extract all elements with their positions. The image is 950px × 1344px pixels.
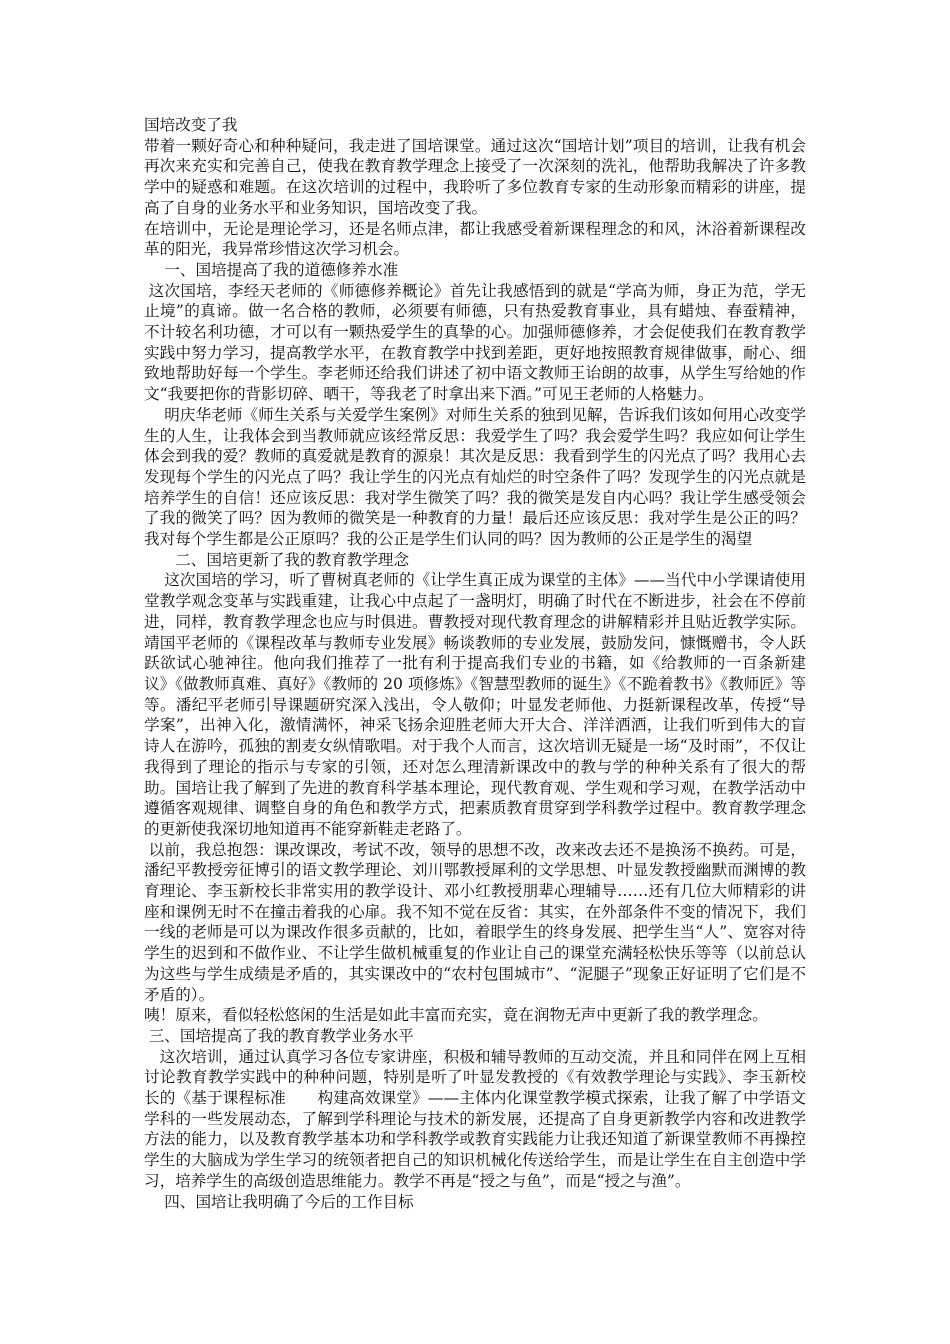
- document-title: 国培改变了我: [144, 116, 238, 134]
- section-1-paragraph-1: 这次国培，李经天老师的《师德修养概论》首先让我感悟到的就是“学高为师，身正为范，学无止境”的真谛。做一名合格的教师，必须要有师德，只有热爱教育事业，具有蜡烛、春蚕精神，不计较名利功德，才可以有一颗热爱学生的真挚的心。加强师德修养，才会促使我们在教育教学实践中努力学习，提高教学水平，在教育教学中找到差距，更好地按照教育规律做事，耐心、细致地帮助好每一个学生。李老师还给我们讲述了初中语文教师王诒朗的故事，从学生写给她的作文“我要把你的背影切碎、晒干，等我老了时拿出来下酒。”可见王老师的人格魅力。: [144, 281, 806, 404]
- section-3-heading: 三、国培提高了我的教育教学业务水平: [148, 1026, 414, 1045]
- section-2-heading: 二、国培更新了我的教育教学理念: [175, 550, 410, 569]
- section-1-heading: 一、国培提高了我的道德修养水准: [164, 260, 399, 279]
- section-4-heading: 四、国培让我明确了今后的工作目标: [164, 1192, 414, 1211]
- intro-paragraph-2: 在培训中，无论是理论学习，还是名师点津，都让我感受着新课程理念的和风，沐浴着新课程改革的阳光，我异常珍惜这次学习机会。: [144, 219, 806, 259]
- section-3-paragraph-1: 这次培训，通过认真学习各位专家讲座，积极和辅导教师的互动交流，并且和同伴在网上互相讨论教育教学实践中的种种问题，特别是听了叶显发教授的《有效教学理论与实践》、李玉新校长的《基于课程标准 构建高效课堂》——主体内化课堂教学模式探索，让我了解了中学语文学科的一些发展动态，了解到学科理论与技术的新发展，还提高了自身更新教学内容和改进教学方法的能力，以及教育教学基本功和学科教学或教育实践能力让我还知道了新课堂教师不再操控学生的大脑成为学生学习的统领者把自己的知识机械化传送给学生，而是让学生在自主创造中学习，培养学生的高级创造思维能力。教学不再是“授之与鱼”，而是“授之与渔”。: [144, 1047, 806, 1190]
- section-2-paragraph-1: 这次国培的学习，听了曹树真老师的《让学生真正成为课堂的主体》——当代中小学课请使用堂教学观念变革与实践重建，让我心中点起了一盏明灯，明确了时代在不断进步，社会在不停前进，同样，教育教学理念也应与时俱进。曹教授对现代教育理念的讲解精彩并且贴近教学实际。靖国平老师的《课程改革与教师专业发展》畅谈教师的专业发展，鼓励发问，慷慨赠书，令人跃跃欲试心驰神往。他向我们推荐了一批有利于提高我们专业的书籍，如《给教师的一百条新建议》《做教师真难、真好》《教师的 20 项修炼》《智慧型教师的诞生》《不跪着教书》《教师匠》等等。潘纪平老师引导课题研究深入浅出，令人敬仰；叶显发老师他、力挺新课程改革，传授“导学案”，出神入化，激情满怀，神采飞扬余迎胜老师大开大合、洋洋洒洒，让我们听到伟大的盲诗人在游吟，孤独的割麦女纵情歌唱。对于我个人而言，这次培训无疑是一场“及时雨”，不仅让我得到了理论的指示与专家的引领，还对怎么理清新课改中的教与学的种种关系有了很大的帮助。国培让我了解到了先进的教育科学基本理论，现代教育观、学生观和学习观，在教学活动中遵循客观规律、调整自身的角色和教学方式，把素质教育贯穿到学科教学过程中。教育教学理念的更新使我深切地知道再不能穿新鞋走老路了。: [144, 571, 806, 838]
- section-1-paragraph-2: 明庆华老师《师生关系与关爱学生案例》对师生关系的独到见解，告诉我们该如何用心改变学生的人生，让我体会到当教师就应该经常反思：我爱学生了吗？我会爱学生吗？我应如何让学生体会到我的爱？教师的真爱就是教育的源泉！其次是反思：我看到学生的闪光点了吗？我用心去发现每个学生的闪光点了吗？我让学生的闪光点有灿烂的时空条件了吗？发现学生的闪光点就是培养学生的自信！还应该反思：我对学生微笑了吗？我的微笑是发自内心吗？我让学生感受领会了我的微笑了吗？因为教师的微笑是一种教育的力量！最后还应该反思：我对学生是公正的吗？我对每个学生都是公正原吗？我的公正是学生们认同的吗？因为教师的公正是学生的渴望: [144, 405, 806, 549]
- intro-paragraph-1: 带着一颗好奇心和种种疑问，我走进了国培课堂。通过这次“国培计划”项目的培训，让我有机会再次来充实和完善自己，使我在教育教学理念上接受了一次深刻的洗礼，他帮助我解决了许多教学中的疑惑和难题。在这次培训的过程中，我聆听了多位教育专家的生动形象而精彩的讲座，提高了自身的业务水平和业务知识，国培改变了我。: [144, 136, 806, 217]
- section-2-paragraph-3: 咦！原来，看似轻松悠闲的生活是如此丰富而充实，竟在润物无声中更新了我的教学理念。: [144, 1006, 768, 1025]
- section-2-paragraph-2: 以前，我总抱怨：课改课改，考试不改，领导的思想不改，改来改去还不是换汤不换药。可是，潘纪平教授旁征博引的语文教学理论、刘川鄂教授犀利的文学思想、叶显发教授幽默而渊博的教育理论、李玉新校长非常实用的教学设计、邓小红教授朋辈心理辅导……还有几位大师精彩的讲座和课例无时不在撞击着我的心扉。我不知不觉在反省：其实，在外部条件不变的情况下，我们一线的老师是可以为课改作很多贡献的，比如，着眼学生的终身发展、把学生当“人”、宽容对待学生的迟到和不做作业、不让学生做机械重复的作业让自己的课堂充满轻松快乐等等（以前总认为这些与学生成绩是矛盾的，其实课改中的“农村包围城市”、“泥腿子”现象正好证明了它们是不矛盾的）。: [144, 840, 806, 1004]
- document-page: [144, 115, 806, 1212]
